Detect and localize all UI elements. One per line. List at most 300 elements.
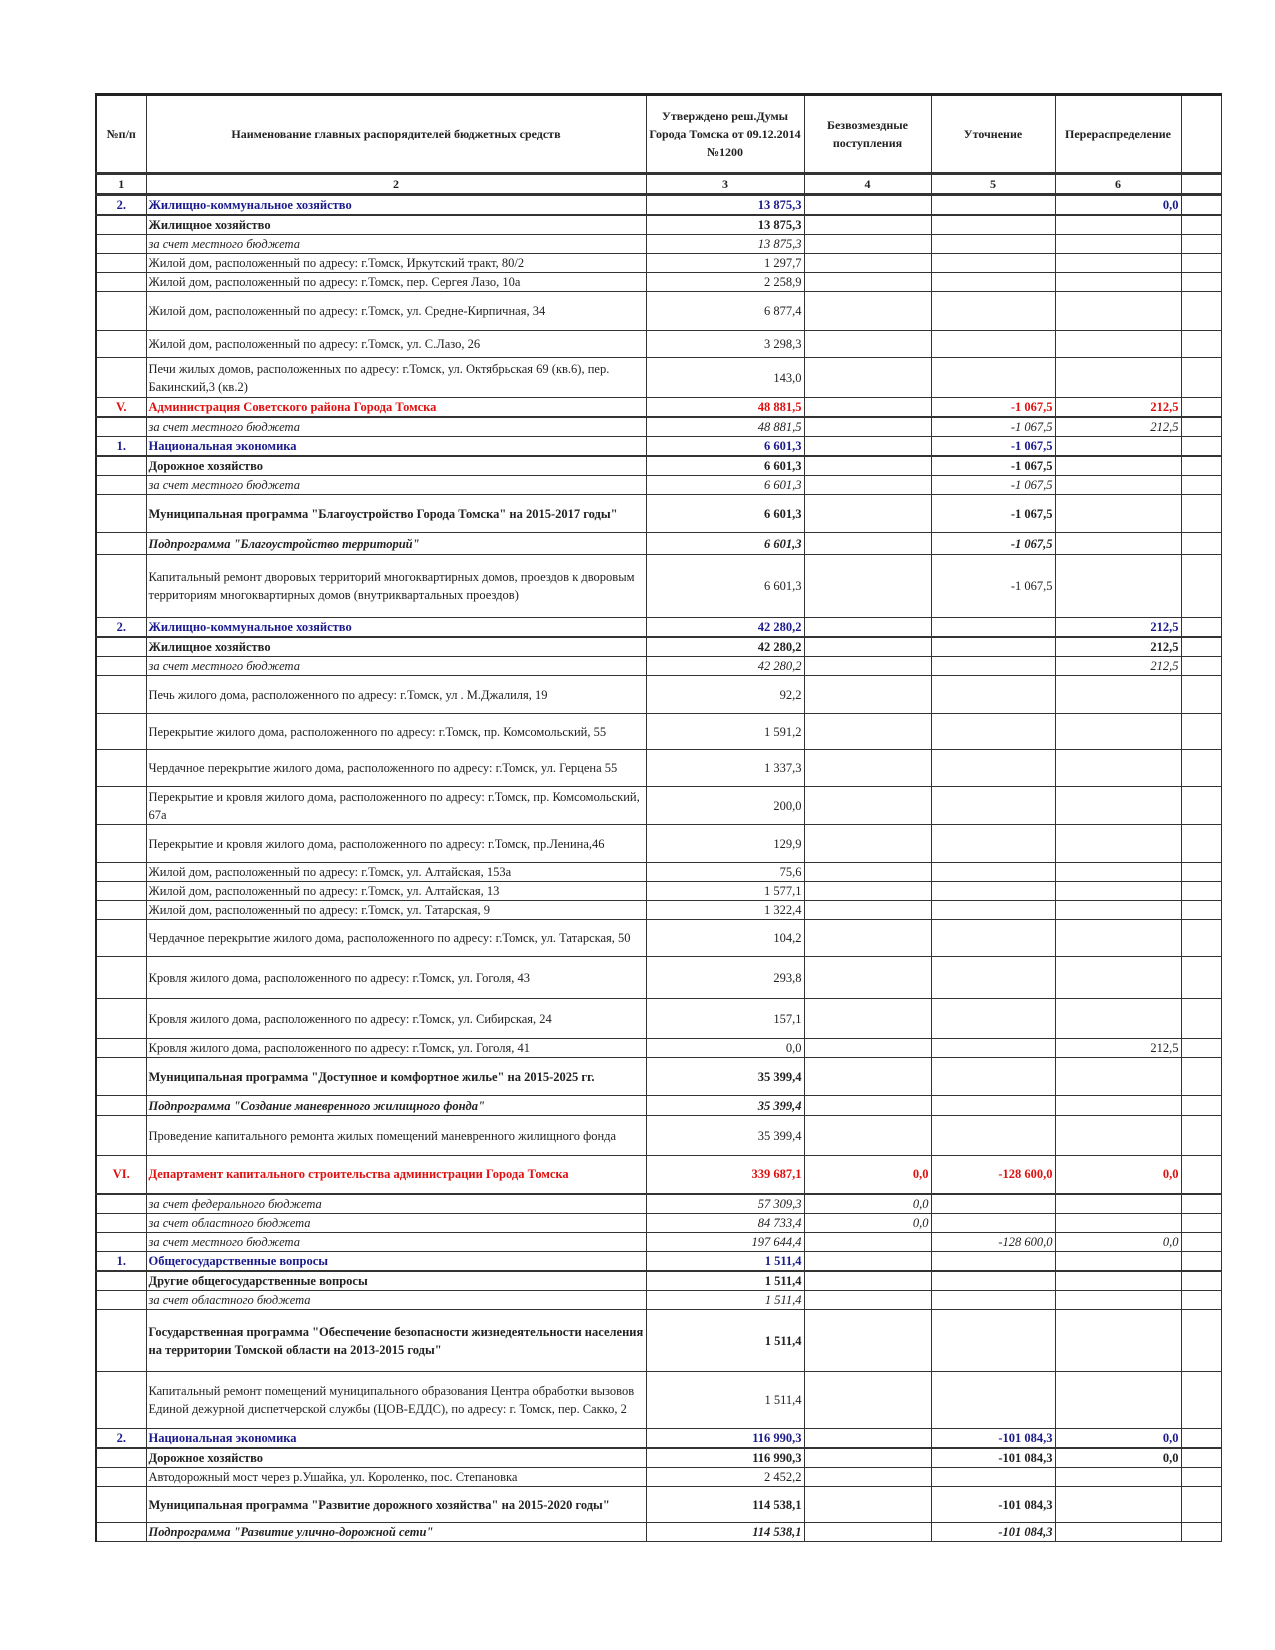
table-row [96, 398, 1221, 418]
row-number [96, 901, 146, 920]
grants-value [804, 676, 931, 714]
grants-value [804, 235, 931, 254]
row-number: VI. [96, 1156, 146, 1194]
extra-cell [1181, 787, 1221, 825]
grants-value [804, 1116, 931, 1156]
row-name: за счет местного бюджета [146, 657, 646, 676]
extra-cell [1181, 1096, 1221, 1116]
row-name: Муниципальная программа "Доступное и комфортное жилье" на 2015-2025 гг. [146, 1058, 646, 1096]
extra-cell [1181, 1194, 1221, 1214]
header-extra [1181, 95, 1221, 174]
grants-value [804, 215, 931, 235]
row-number [96, 1271, 146, 1291]
extra-cell [1181, 1310, 1221, 1372]
row-name: Муниципальная программа "Благоустройство Города Томска" на 2015-2017 годы" [146, 495, 646, 533]
grants-value [804, 901, 931, 920]
budget-table [95, 93, 1222, 1542]
row-number [96, 1096, 146, 1116]
approved-value: 35 399,4 [646, 1058, 804, 1096]
redistribution-value: 212,5 [1055, 398, 1181, 418]
redistribution-value [1055, 920, 1181, 957]
row-name: Жилой дом, расположенный по адресу: г.Томск, ул. Средне-Кирпичная, 34 [146, 292, 646, 331]
table-row [96, 1291, 1221, 1310]
column-number-row [96, 174, 1221, 195]
approved-value: 1 577,1 [646, 882, 804, 901]
approved-value: 6 601,3 [646, 533, 804, 555]
approved-value: 6 601,3 [646, 476, 804, 495]
approved-value: 1 591,2 [646, 714, 804, 750]
table-row [96, 1448, 1221, 1468]
row-name: Печи жилых домов, расположенных по адресу: г.Томск, ул. Октябрьская 69 (кв.6), пер. Бакинский,3 (кв.2) [146, 358, 646, 398]
row-number [96, 657, 146, 676]
clarification-value: -128 600,0 [931, 1232, 1055, 1251]
extra-cell [1181, 657, 1221, 676]
row-name: Подпрограмма "Развитие улично-дорожной сети" [146, 1523, 646, 1542]
approved-value: 3 298,3 [646, 331, 804, 358]
clarification-value [931, 292, 1055, 331]
grants-value [804, 1523, 931, 1542]
redistribution-value [1055, 999, 1181, 1039]
extra-cell [1181, 398, 1221, 418]
approved-value: 6 601,3 [646, 555, 804, 618]
extra-cell [1181, 1487, 1221, 1523]
approved-value: 116 990,3 [646, 1429, 804, 1449]
table-row [96, 292, 1221, 331]
grants-value [804, 637, 931, 657]
row-number [96, 417, 146, 437]
col-num: 1 [96, 174, 146, 195]
clarification-value: -101 084,3 [931, 1429, 1055, 1449]
extra-cell [1181, 195, 1221, 216]
grants-value [804, 882, 931, 901]
clarification-value [931, 273, 1055, 292]
row-name: Государственная программа "Обеспечение безопасности жизнедеятельности населения на территории Томской области на 2013-2015 годы" [146, 1310, 646, 1372]
header-row [96, 95, 1221, 174]
grants-value [804, 1251, 931, 1271]
table-body [96, 195, 1221, 1542]
extra-cell [1181, 1251, 1221, 1271]
clarification-value [931, 787, 1055, 825]
redistribution-value: 0,0 [1055, 195, 1181, 216]
clarification-value: -101 084,3 [931, 1487, 1055, 1523]
approved-value: 114 538,1 [646, 1487, 804, 1523]
approved-value: 13 875,3 [646, 195, 804, 216]
extra-cell [1181, 331, 1221, 358]
redistribution-value: 212,5 [1055, 637, 1181, 657]
table-row [96, 999, 1221, 1039]
row-number: 1. [96, 437, 146, 457]
clarification-value: -1 067,5 [931, 398, 1055, 418]
grants-value [804, 1468, 931, 1487]
extra-cell [1181, 292, 1221, 331]
redistribution-value [1055, 358, 1181, 398]
grants-value [804, 1232, 931, 1251]
approved-value: 157,1 [646, 999, 804, 1039]
row-number [96, 1468, 146, 1487]
clarification-value [931, 1271, 1055, 1291]
clarification-value: -128 600,0 [931, 1156, 1055, 1194]
approved-value: 0,0 [646, 1039, 804, 1058]
redistribution-value [1055, 555, 1181, 618]
clarification-value [931, 825, 1055, 863]
grants-value [804, 495, 931, 533]
redistribution-value [1055, 437, 1181, 457]
grants-value [804, 1487, 931, 1523]
row-number [96, 273, 146, 292]
extra-cell [1181, 417, 1221, 437]
extra-cell [1181, 1429, 1221, 1449]
row-number [96, 495, 146, 533]
approved-value: 48 881,5 [646, 398, 804, 418]
row-name: Жилой дом, расположенный по адресу: г.Томск, ул. Алтайская, 13 [146, 882, 646, 901]
redistribution-value [1055, 533, 1181, 555]
clarification-value [931, 657, 1055, 676]
grants-value [804, 273, 931, 292]
table-row [96, 618, 1221, 638]
redistribution-value [1055, 1310, 1181, 1372]
row-name: Дорожное хозяйство [146, 456, 646, 476]
approved-value: 57 309,3 [646, 1194, 804, 1214]
redistribution-value [1055, 676, 1181, 714]
approved-value: 104,2 [646, 920, 804, 957]
clarification-value [931, 235, 1055, 254]
clarification-value [931, 1310, 1055, 1372]
table-row [96, 920, 1221, 957]
table-row [96, 1213, 1221, 1232]
grants-value: 0,0 [804, 1156, 931, 1194]
clarification-value [931, 618, 1055, 638]
redistribution-value [1055, 456, 1181, 476]
approved-value: 42 280,2 [646, 657, 804, 676]
redistribution-value: 212,5 [1055, 417, 1181, 437]
table-row [96, 476, 1221, 495]
grants-value [804, 1310, 931, 1372]
grants-value [804, 618, 931, 638]
clarification-value [931, 999, 1055, 1039]
row-number: 1. [96, 1251, 146, 1271]
row-number [96, 1487, 146, 1523]
redistribution-value: 0,0 [1055, 1156, 1181, 1194]
row-number [96, 1310, 146, 1372]
redistribution-value [1055, 1487, 1181, 1523]
col-num: 4 [804, 174, 931, 195]
grants-value [804, 292, 931, 331]
row-number [96, 456, 146, 476]
row-name: Общегосударственные вопросы [146, 1251, 646, 1271]
redistribution-value [1055, 863, 1181, 882]
row-number [96, 555, 146, 618]
clarification-value [931, 1096, 1055, 1116]
row-number [96, 920, 146, 957]
grants-value [804, 920, 931, 957]
extra-cell [1181, 1156, 1221, 1194]
redistribution-value [1055, 1291, 1181, 1310]
approved-value: 35 399,4 [646, 1096, 804, 1116]
row-name: Жилой дом, расположенный по адресу: г.Томск, ул. С.Лазо, 26 [146, 331, 646, 358]
table-row [96, 1194, 1221, 1214]
row-name: за счет местного бюджета [146, 235, 646, 254]
approved-value: 1 337,3 [646, 750, 804, 787]
row-name: Национальная экономика [146, 437, 646, 457]
row-number [96, 1194, 146, 1214]
row-number [96, 476, 146, 495]
row-number [96, 787, 146, 825]
redistribution-value [1055, 1523, 1181, 1542]
row-name: Жилой дом, расположенный по адресу: г.Томск, пер. Сергея Лазо, 10а [146, 273, 646, 292]
row-name: Дорожное хозяйство [146, 1448, 646, 1468]
extra-cell [1181, 254, 1221, 273]
redistribution-value [1055, 825, 1181, 863]
row-number [96, 254, 146, 273]
header-grants: Безвозмездные поступления [804, 95, 931, 174]
table-row [96, 1468, 1221, 1487]
grants-value [804, 456, 931, 476]
row-name: Национальная экономика [146, 1429, 646, 1449]
clarification-value [931, 358, 1055, 398]
approved-value: 2 258,9 [646, 273, 804, 292]
approved-value: 1 511,4 [646, 1291, 804, 1310]
clarification-value [931, 1251, 1055, 1271]
grants-value [804, 863, 931, 882]
row-number [96, 999, 146, 1039]
approved-value: 48 881,5 [646, 417, 804, 437]
row-number [96, 882, 146, 901]
clarification-value: -101 084,3 [931, 1448, 1055, 1468]
extra-cell [1181, 882, 1221, 901]
grants-value [804, 331, 931, 358]
redistribution-value [1055, 1096, 1181, 1116]
row-number: 2. [96, 618, 146, 638]
redistribution-value [1055, 1468, 1181, 1487]
grants-value [804, 476, 931, 495]
redistribution-value [1055, 292, 1181, 331]
approved-value: 197 644,4 [646, 1232, 804, 1251]
table-row [96, 676, 1221, 714]
row-number [96, 1039, 146, 1058]
grants-value [804, 999, 931, 1039]
table-row [96, 331, 1221, 358]
approved-value: 143,0 [646, 358, 804, 398]
clarification-value [931, 215, 1055, 235]
grants-value: 0,0 [804, 1194, 931, 1214]
row-number [96, 1116, 146, 1156]
extra-cell [1181, 555, 1221, 618]
row-number [96, 825, 146, 863]
table-row [96, 1372, 1221, 1429]
extra-cell [1181, 676, 1221, 714]
clarification-value: -1 067,5 [931, 533, 1055, 555]
col-num [1181, 174, 1221, 195]
row-number: 2. [96, 195, 146, 216]
approved-value: 42 280,2 [646, 637, 804, 657]
grants-value: 0,0 [804, 1213, 931, 1232]
extra-cell [1181, 1039, 1221, 1058]
clarification-value [931, 957, 1055, 999]
redistribution-value: 212,5 [1055, 1039, 1181, 1058]
clarification-value [931, 1194, 1055, 1214]
redistribution-value [1055, 714, 1181, 750]
extra-cell [1181, 215, 1221, 235]
approved-value: 1 297,7 [646, 254, 804, 273]
row-number [96, 1291, 146, 1310]
grants-value [804, 1429, 931, 1449]
extra-cell [1181, 863, 1221, 882]
table-row [96, 825, 1221, 863]
approved-value: 92,2 [646, 676, 804, 714]
clarification-value [931, 1116, 1055, 1156]
row-name: Перекрытие и кровля жилого дома, расположенного по адресу: г.Томск, пр.Ленина,46 [146, 825, 646, 863]
table-row [96, 657, 1221, 676]
redistribution-value [1055, 1058, 1181, 1096]
row-number [96, 235, 146, 254]
approved-value: 1 511,4 [646, 1310, 804, 1372]
row-name: за счет местного бюджета [146, 417, 646, 437]
table-row [96, 1310, 1221, 1372]
grants-value [804, 1448, 931, 1468]
extra-cell [1181, 1213, 1221, 1232]
clarification-value [931, 901, 1055, 920]
table-row [96, 1251, 1221, 1271]
approved-value: 6 601,3 [646, 495, 804, 533]
grants-value [804, 195, 931, 216]
header-redistribution: Перераспределение [1055, 95, 1181, 174]
extra-cell [1181, 1468, 1221, 1487]
row-name: за счет местного бюджета [146, 476, 646, 495]
approved-value: 6 601,3 [646, 456, 804, 476]
clarification-value [931, 1372, 1055, 1429]
approved-value: 1 511,4 [646, 1251, 804, 1271]
row-number [96, 863, 146, 882]
table-row [96, 901, 1221, 920]
table-row [96, 1156, 1221, 1194]
approved-value: 1 511,4 [646, 1271, 804, 1291]
row-number [96, 215, 146, 235]
table-row [96, 750, 1221, 787]
grants-value [804, 1096, 931, 1116]
redistribution-value [1055, 901, 1181, 920]
grants-value [804, 555, 931, 618]
row-name: Чердачное перекрытие жилого дома, расположенного по адресу: г.Томск, ул. Герцена 55 [146, 750, 646, 787]
extra-cell [1181, 1372, 1221, 1429]
clarification-value [931, 1468, 1055, 1487]
clarification-value [931, 882, 1055, 901]
table-row [96, 1058, 1221, 1096]
row-name: Кровля жилого дома, расположенного по адресу: г.Томск, ул. Гоголя, 41 [146, 1039, 646, 1058]
grants-value [804, 750, 931, 787]
extra-cell [1181, 476, 1221, 495]
extra-cell [1181, 456, 1221, 476]
row-name: Жилой дом, расположенный по адресу: г.Томск, ул. Татарская, 9 [146, 901, 646, 920]
col-num: 3 [646, 174, 804, 195]
row-number [96, 1523, 146, 1542]
row-number [96, 1232, 146, 1251]
grants-value [804, 1039, 931, 1058]
table-row [96, 437, 1221, 457]
approved-value: 13 875,3 [646, 235, 804, 254]
row-name: Подпрограмма "Благоустройство территорий" [146, 533, 646, 555]
row-number: V. [96, 398, 146, 418]
extra-cell [1181, 1232, 1221, 1251]
row-name: Капитальный ремонт помещений муниципального образования Центра обработки вызовов Единой дежурной диспетчерской службы (ЦОВ-ЕДДС), по адресу: г. Томск, пер. Сакко, 2 [146, 1372, 646, 1429]
redistribution-value [1055, 495, 1181, 533]
approved-value: 75,6 [646, 863, 804, 882]
grants-value [804, 1291, 931, 1310]
table-row [96, 533, 1221, 555]
table-row [96, 1487, 1221, 1523]
row-number [96, 358, 146, 398]
row-name: Жилищно-коммунальное хозяйство [146, 195, 646, 216]
clarification-value: -1 067,5 [931, 476, 1055, 495]
row-name: Жилищное хозяйство [146, 215, 646, 235]
header-number: №п/п [96, 95, 146, 174]
row-name: Жилой дом, расположенный по адресу: г.Томск, ул. Алтайская, 153а [146, 863, 646, 882]
redistribution-value [1055, 1372, 1181, 1429]
redistribution-value [1055, 957, 1181, 999]
clarification-value: -101 084,3 [931, 1523, 1055, 1542]
col-num: 6 [1055, 174, 1181, 195]
clarification-value: -1 067,5 [931, 437, 1055, 457]
row-name: Жилой дом, расположенный по адресу: г.Томск, Иркутский тракт, 80/2 [146, 254, 646, 273]
table-row [96, 637, 1221, 657]
approved-value: 13 875,3 [646, 215, 804, 235]
redistribution-value [1055, 273, 1181, 292]
approved-value: 1 511,4 [646, 1372, 804, 1429]
grants-value [804, 398, 931, 418]
row-name: Подпрограмма "Создание маневренного жилищного фонда" [146, 1096, 646, 1116]
extra-cell [1181, 901, 1221, 920]
clarification-value: -1 067,5 [931, 495, 1055, 533]
redistribution-value [1055, 235, 1181, 254]
row-number: 2. [96, 1429, 146, 1449]
grants-value [804, 957, 931, 999]
redistribution-value [1055, 1116, 1181, 1156]
clarification-value [931, 1039, 1055, 1058]
clarification-value [931, 637, 1055, 657]
extra-cell [1181, 999, 1221, 1039]
extra-cell [1181, 1448, 1221, 1468]
header-approved: Утверждено реш.Думы Города Томска от 09.12.2014 №1200 [646, 95, 804, 174]
extra-cell [1181, 273, 1221, 292]
row-number [96, 957, 146, 999]
header-name: Наименование главных распорядителей бюджетных средств [146, 95, 646, 174]
extra-cell [1181, 358, 1221, 398]
clarification-value: -1 067,5 [931, 417, 1055, 437]
clarification-value [931, 750, 1055, 787]
row-name: Кровля жилого дома, расположенного по адресу: г.Томск, ул. Гоголя, 43 [146, 957, 646, 999]
row-name: Администрация Советского района Города Томска [146, 398, 646, 418]
row-name: за счет федерального бюджета [146, 1194, 646, 1214]
approved-value: 6 877,4 [646, 292, 804, 331]
extra-cell [1181, 618, 1221, 638]
grants-value [804, 825, 931, 863]
extra-cell [1181, 637, 1221, 657]
extra-cell [1181, 825, 1221, 863]
row-name: Печь жилого дома, расположенного по адресу: г.Томск, ул . М.Джалиля, 19 [146, 676, 646, 714]
row-number [96, 1058, 146, 1096]
table-row [96, 456, 1221, 476]
grants-value [804, 358, 931, 398]
approved-value: 35 399,4 [646, 1116, 804, 1156]
redistribution-value: 212,5 [1055, 657, 1181, 676]
extra-cell [1181, 957, 1221, 999]
row-name: Кровля жилого дома, расположенного по адресу: г.Томск, ул. Сибирская, 24 [146, 999, 646, 1039]
grants-value [804, 533, 931, 555]
redistribution-value [1055, 1194, 1181, 1214]
redistribution-value [1055, 1271, 1181, 1291]
row-number [96, 533, 146, 555]
row-name: Перекрытие и кровля жилого дома, расположенного по адресу: г.Томск, пр. Комсомольский, 67а [146, 787, 646, 825]
row-name: Проведение капитального ремонта жилых помещений маневренного жилищного фонда [146, 1116, 646, 1156]
